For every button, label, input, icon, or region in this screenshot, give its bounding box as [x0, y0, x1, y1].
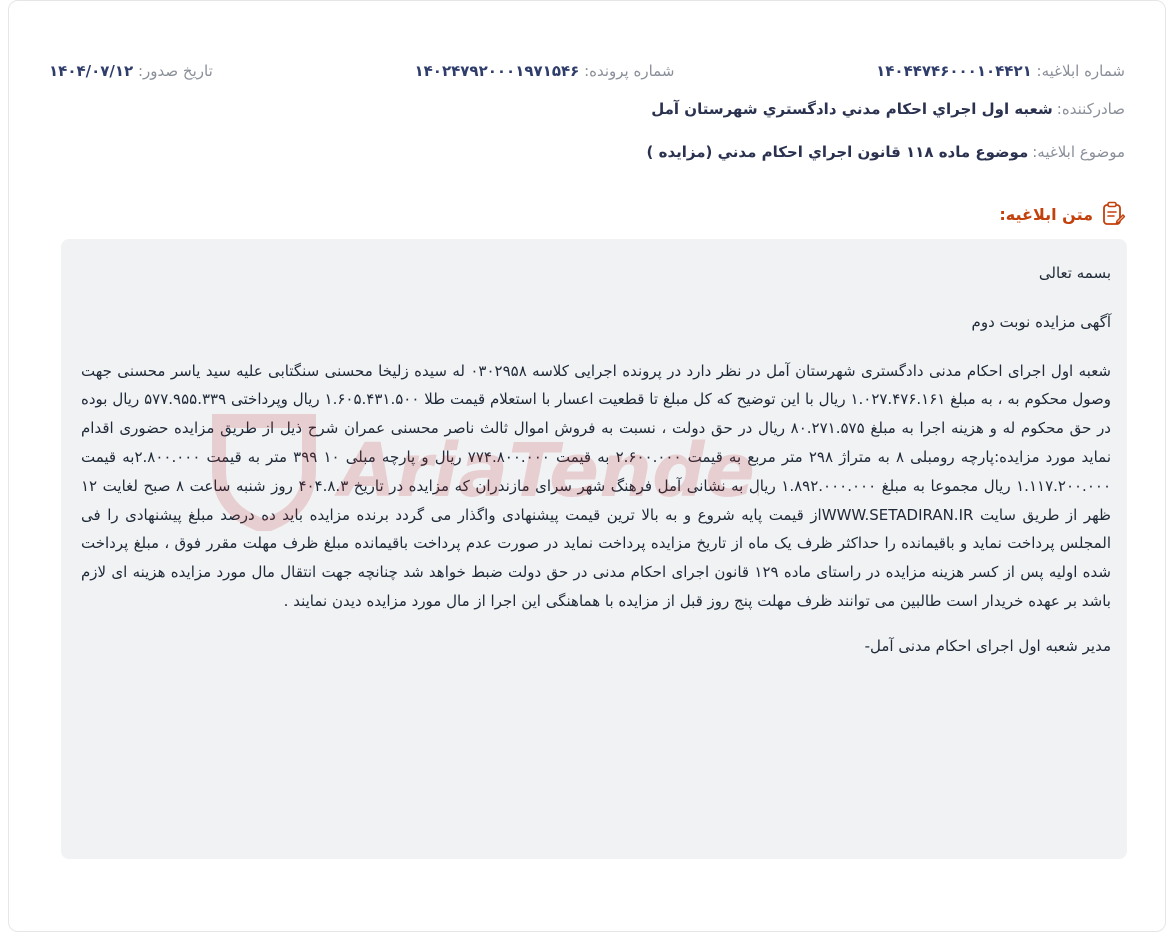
notice-content: [61, 239, 1127, 859]
issue-date: [49, 62, 213, 80]
issuer-line: [49, 100, 1125, 118]
issue-date-value: ۱۴۰۴/۰۷/۱۲: [49, 62, 134, 80]
notice-page: [8, 0, 1166, 932]
subject-line: [49, 143, 1125, 161]
issuer-value: شعبه اول اجراي احكام مدني دادگستري شهرستان آمل: [651, 100, 1053, 118]
notice-number: [876, 62, 1125, 80]
content-subheading: آگهی مزایده نوبت دوم: [971, 312, 1111, 331]
case-number: [414, 62, 674, 80]
issue-date-label: تاریخ صدور:: [138, 62, 213, 80]
notice-number-value: ۱۴۰۴۴۷۴۶۰۰۰۱۰۴۴۲۱: [876, 62, 1032, 80]
subject-value: موضوع ماده ۱۱۸ قانون اجراي احكام مدني (مزايده ): [646, 143, 1029, 161]
meta-row: [49, 59, 1125, 83]
issuer-label: صادرکننده:: [1056, 100, 1125, 118]
content-body: شعبه اول اجرای احکام مدنی دادگستری شهرستان آمل در نظر دارد در پرونده اجرایی کلاسه ۰۳۰۲۹۵۸ له سیده زلیخا محسنی سنگتابی علیه سید یاسر محسنی جهت وصول محکوم به ، به مبلغ ۱.۰۲۷.۴۷۶.۱۶۱ ریال با این توضیح که کل مبلغ تا قطعیت اعسار با استعلام قیمت طلا ۱.۶۰۵.۴۳۱.۵۰۰ ریال وپرداختی ۵۷۷.۹۵۵.۳۳۹ ریال بوده در حق محکوم له و هزینه اجرا به مبلغ ۸۰.۲۷۱.۵۷۵ ریال در حق دولت ، نسبت به فروش اموال ثالث ناصر محسنی عمران شرح ذیل از طریق مزایده حضوری اقدام نماید مورد مزایده:پارچه رومبلی ۸ به متراژ ۲۹۸ متر مربع به قیمت ۲.۶۰۰.۰۰۰ به قیمت ۷۷۴.۸۰۰.۰۰۰ ریال و پارچه مبلی ۱۰ ۳۹۹ متر به قیمت ۲.۸۰۰.۰۰۰به قیمت ۱.۱۱۷.۲۰۰.۰۰۰ ریال مجموعا به مبلغ ۱.۸۹۲.۰۰۰.۰۰۰ ریال به نشانی آمل فرهنگ شهر سرای مازندران که مزایده در تاریخ ۴۰۴.۸.۳ روز شنبه ساعت ۸ صبح لغایت ۱۲ ظهر از طریق سایت WWW.SETADIRAN.IRاز قیمت پایه شروع و به بالا ترین قیمت پیشنهادی واگذار می گردد برنده مزایده باید ده درصد مبلغ پیشنهادی را فی المجلس پرداخت نماید و باقیمانده را حداکثر ظرف یک ماه از تاریخ مزایده پرداخت نماید در صورت عدم پرداخت باقیمانده مبلغ ظرف مهلت مقرر فوق ، مبلغ پرداخت شده اولیه پس از کسر هزینه مزایده در راستای ماده ۱۲۹ قانون اجرای احکام مدنی در حق دولت ضبط خواهد شد چنانچه جهت انتقال مال مورد مزایده هزینه ای لازم باشد بر عهده خریدار است طالبین می توانند ظرف مهلت پنج روز قبل از مزایده با هماهنگی این اجرا از مال مورد مزایده دیدن نمایند .: [81, 361, 1112, 610]
notice-number-label: شماره ابلاغیه:: [1036, 62, 1125, 80]
content-signature: مدیر شعبه اول اجرای احکام مدنی آمل-: [864, 636, 1111, 655]
case-number-label: شماره پرونده:: [584, 62, 675, 80]
section-title: [999, 201, 1125, 227]
case-number-value: ۱۴۰۲۴۷۹۲۰۰۰۱۹۷۱۵۴۶: [414, 62, 580, 80]
subject-label: موضوع ابلاغیه:: [1032, 143, 1125, 161]
section-title-text: متن ابلاغیه:: [999, 204, 1093, 224]
document-icon: [1101, 201, 1125, 227]
content-heading: بسمه تعالی: [1038, 264, 1111, 282]
